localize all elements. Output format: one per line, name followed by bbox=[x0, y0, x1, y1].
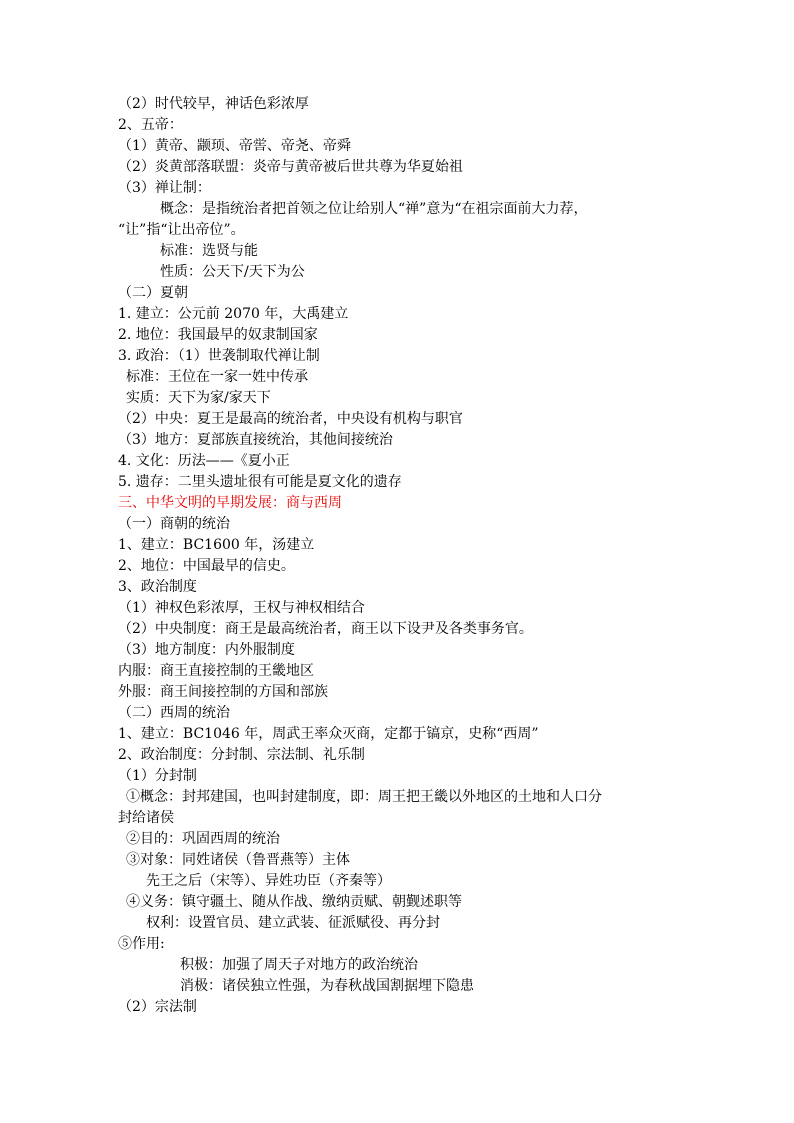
text-line: （1）分封制 bbox=[118, 768, 197, 784]
text-line: 2、地位：中国最早的信史。 bbox=[118, 558, 295, 574]
text-line: ⑤作用: bbox=[118, 936, 165, 952]
text-line: 2、政治制度：分封制、宗法制、礼乐制 bbox=[118, 747, 365, 763]
text-line: 封给诸侯 bbox=[118, 810, 174, 826]
text-line: 1. 建立：公元前 2070 年，大禹建立 bbox=[118, 306, 349, 322]
text-line: 1、建立：BC1046 年，周武王率众灭商，定都于镐京，史称“西周” bbox=[118, 726, 539, 742]
text-line: 2、五帝： bbox=[118, 117, 183, 133]
text-line: （1）神权色彩浓厚，王权与神权相结合 bbox=[118, 600, 365, 616]
text-line: 3. 政治：（1）世袭制取代禅让制 bbox=[118, 348, 320, 364]
text-line: 先王之后（宋等）、异姓功臣（齐秦等） bbox=[146, 873, 391, 889]
text-line: （3）地方：夏部族直接统治，其他间接统治 bbox=[118, 432, 393, 448]
text-line: 5. 遗存：二里头遗址很有可能是夏文化的遗存 bbox=[118, 474, 402, 490]
text-line: ②目的：巩固西周的统治 bbox=[126, 831, 280, 847]
text-line: 外服：商王间接控制的方国和部族 bbox=[118, 684, 328, 700]
text-line: 2. 地位：我国最早的奴隶制国家 bbox=[118, 327, 318, 343]
text-line: 内服：商王直接控制的王畿地区 bbox=[118, 663, 314, 679]
text-line: （2）炎黄部落联盟：炎帝与黄帝被后世共尊为华夏始祖 bbox=[118, 159, 463, 175]
text-line: 标准：选贤与能 bbox=[160, 243, 258, 259]
text-line: 3、政治制度 bbox=[118, 579, 197, 595]
text-line: （1）黄帝、颛顼、帝喾、帝尧、帝舜 bbox=[118, 138, 351, 154]
text-line: 积极：加强了周天子对地方的政治统治 bbox=[180, 957, 418, 973]
text-line: （2）宗法制 bbox=[118, 999, 197, 1015]
text-line: （3）地方制度：内外服制度 bbox=[118, 642, 295, 658]
text-line: （2）中央制度：商王是最高统治者，商王以下设尹及各类事务官。 bbox=[118, 621, 533, 637]
text-line: ③对象：同姓诸侯（鲁晋燕等）主体 bbox=[126, 852, 350, 868]
text-line: （2）中央：夏王是最高的统治者，中央设有机构与职官 bbox=[118, 411, 463, 427]
text-line: 1、建立：BC1600 年，汤建立 bbox=[118, 537, 315, 553]
text-line: （2）时代较早，神话色彩浓厚 bbox=[118, 96, 309, 112]
text-line: 4. 文化：历法——《夏小正 bbox=[118, 453, 290, 469]
text-line: （二）西周的统治 bbox=[118, 705, 230, 721]
text-line: 标准：王位在一家一姓中传承 bbox=[126, 369, 308, 385]
text-line: 概念：是指统治者把首领之位让给别人“禅”意为“在祖宗面前大力荐， bbox=[160, 201, 588, 217]
text-line: 权利：设置官员、建立武装、征派赋役、再分封 bbox=[146, 915, 440, 931]
text-line: 消极：诸侯独立性强，为春秋战国割据埋下隐患 bbox=[180, 978, 474, 994]
text-line: “让”指“让出帝位”。 bbox=[118, 222, 245, 238]
text-line: （二）夏朝 bbox=[118, 285, 188, 301]
text-line: （3）禅让制： bbox=[118, 180, 211, 196]
text-line: 实质：天下为家/家天下 bbox=[126, 390, 271, 406]
text-line: 性质：公天下/天下为公 bbox=[160, 264, 305, 280]
section-heading: 三、中华文明的早期发展：商与西周 bbox=[118, 495, 342, 511]
text-line: （一）商朝的统治 bbox=[118, 516, 230, 532]
text-line: ④义务：镇守疆土、随从作战、缴纳贡赋、朝觐述职等 bbox=[126, 894, 462, 910]
text-line: ①概念：封邦建国，也叫封建制度，即：周王把王畿以外地区的土地和人口分 bbox=[126, 789, 602, 805]
